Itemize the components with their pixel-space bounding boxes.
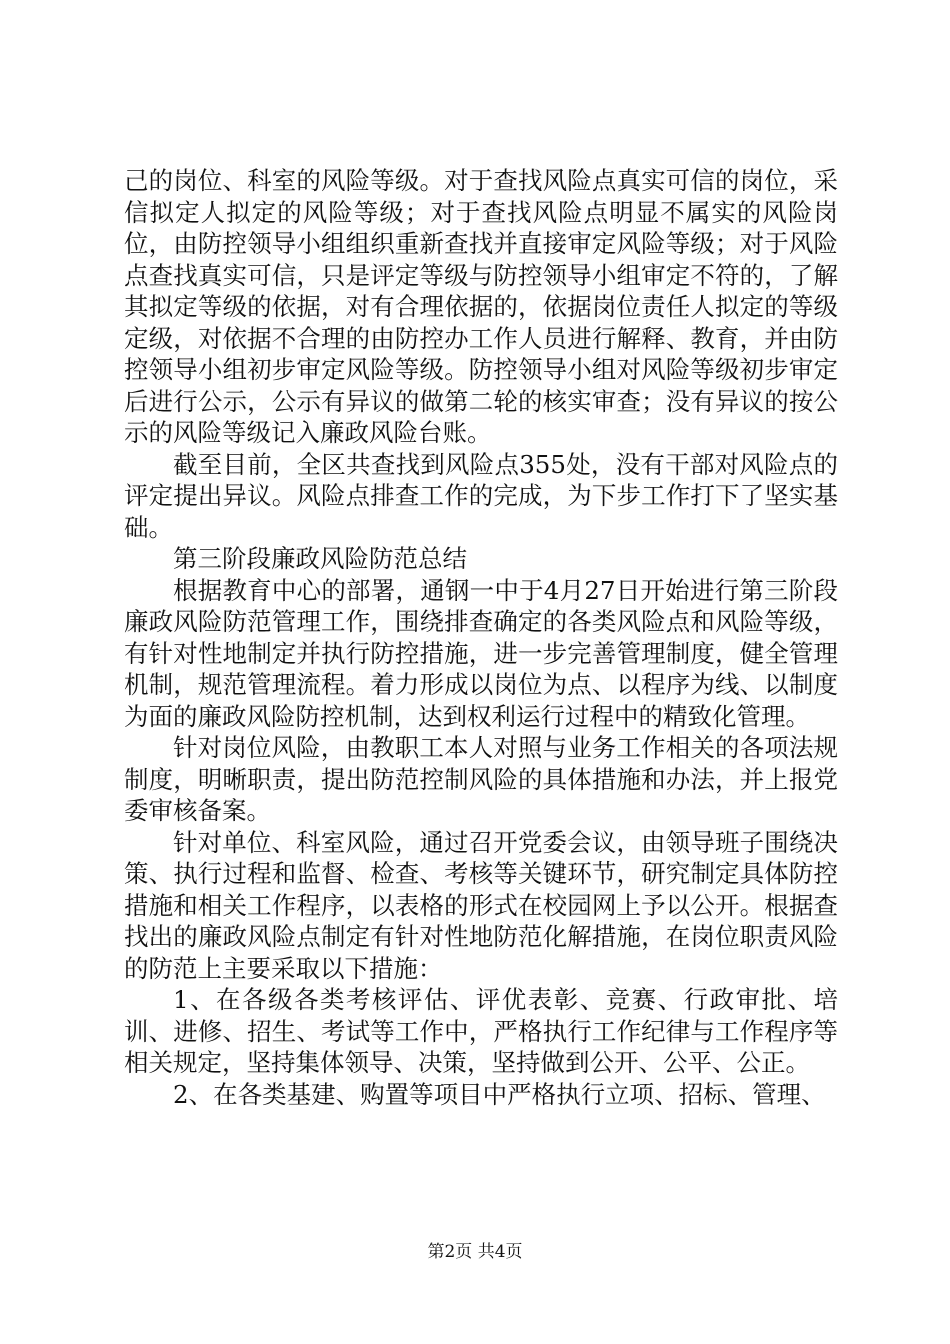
document-body [124, 165, 838, 1110]
paragraph-risk-level-review: 己的岗位、科室的风险等级。对于查找风险点真实可信的岗位，采信拟定人拟定的风险等级；对于查找风险点明显不属实的风险岗位，由防控领导小组组织重新查找并直接审定风险等级；对于风险点查找真实可信，只是评定等级与防控领导小组审定不符的，了解其拟定等级的依据，对有合理依据的，依据岗位责任人拟定的等级定级，对依据不合理的由防控办工作人员进行解释、教育，并由防控领导小组初步审定风险等级。防控领导小组对风险等级初步审定后进行公示，公示有异议的做第二轮的核实审查；没有异议的按公示的风险等级记入廉政风险台账。 [124, 166, 838, 447]
paragraph-stage-three-overview: 根据教育中心的部署，通钢一中于4月27日开始进行第三阶段廉政风险防范管理工作，围绕排查确定的各类风险点和风险等级，有针对性地制定并执行防控措施，进一步完善管理制度，健全管理机制，规范管理流程。着力形成以岗位为点、以程序为线、以制度为面的廉政风险防控机制，达到权利运行过程中的精致化管理。 [124, 575, 838, 731]
paragraph-post-risk: 针对岗位风险，由教职工本人对照与业务工作相关的各项法规制度，明晰职责，提出防范控制风险的具体措施和办法，并上报党委审核备案。 [124, 733, 838, 825]
paragraph-unit-risk: 针对单位、科室风险，通过召开党委会议，由领导班子围绕决策、执行过程和监督、检查、考核等关键环节，研究制定具体防控措施和相关工作程序，以表格的形式在校园网上予以公开。根据查找出的廉政风险点制定有针对性地防范化解措施，在岗位职责风险的防范上主要采取以下措施： [124, 827, 838, 983]
list-item-measure-2: 2、在各类基建、购置等项目中严格执行立项、招标、管理、 [173, 1079, 826, 1109]
section-heading-stage-three: 第三阶段廉政风险防范总结 [173, 544, 467, 573]
list-item-measure-1: 1、在各级各类考核评估、评优表彰、竞赛、行政审批、培训、进修、招生、考试等工作中，严格执行工作纪律与工作程序等相关规定，坚持集体领导、决策，坚持做到公开、公平、公正。 [124, 985, 838, 1077]
paragraph-risk-point-count: 截至目前，全区共查找到风险点355处，没有干部对风险点的评定提出异议。风险点排查工作的完成，为下步工作打下了坚实基础。 [124, 449, 838, 542]
page-footer: 第2页 共4页 [427, 1242, 523, 1262]
